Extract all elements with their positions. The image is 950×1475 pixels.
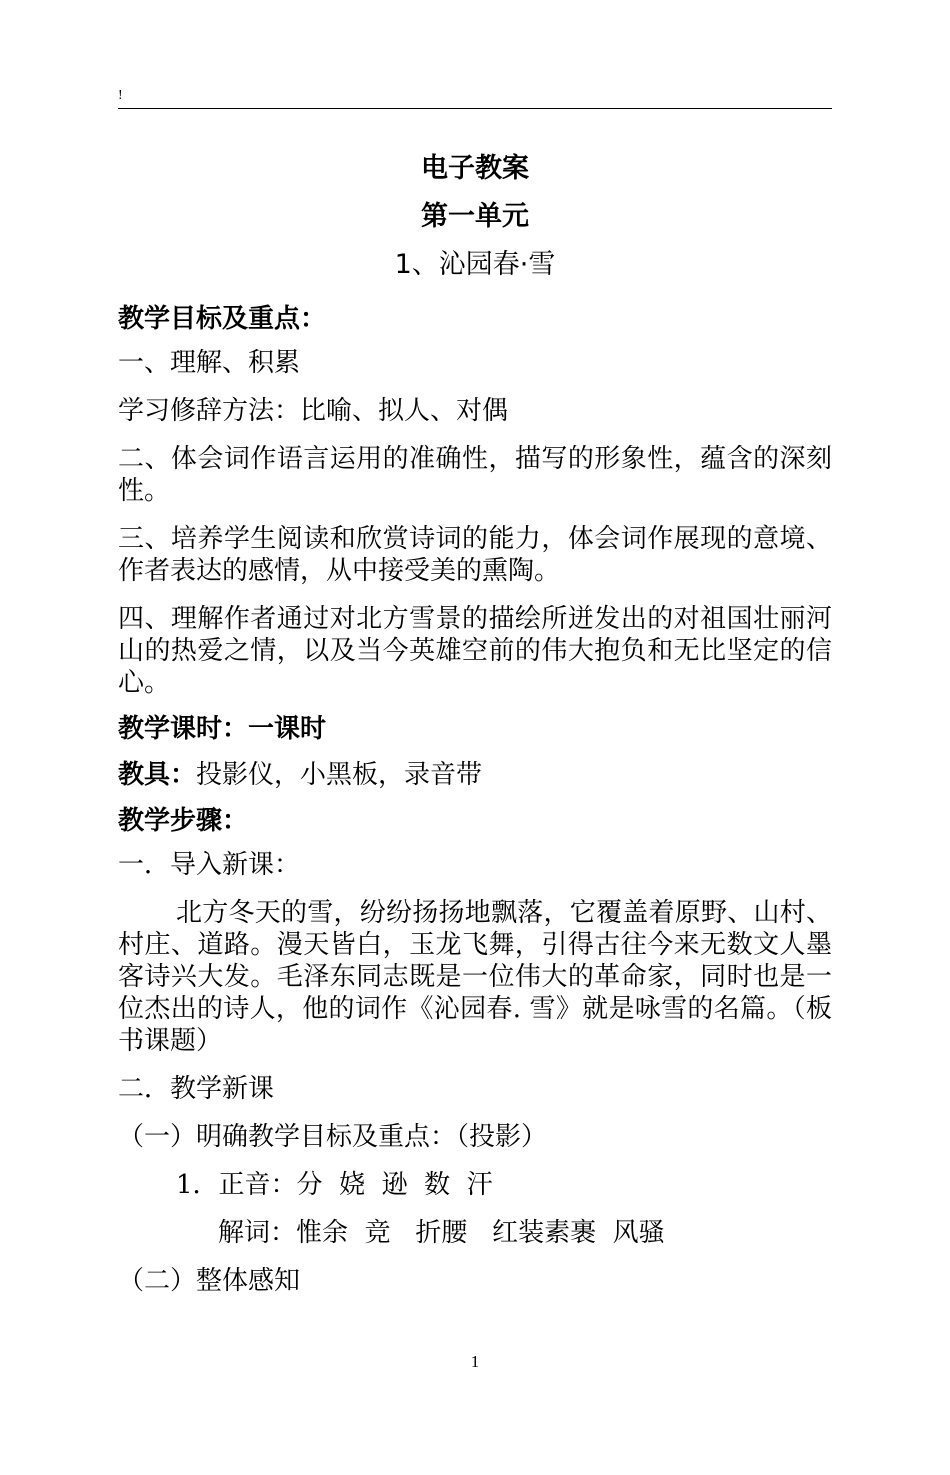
part-two-heading: （二）整体感知 — [118, 1266, 301, 1296]
objective-item: 四、理解作者通过对北方雪景的描绘所迸发出的对祖国壮丽河山的热爱之情，以及当今英雄空前的伟大抱负和无比坚定的信心。 — [118, 604, 832, 698]
doc-title: 电子教案 — [421, 153, 529, 184]
tools-line — [118, 759, 832, 791]
part-one-heading: （一）明确教学目标及重点：（投影） — [118, 1122, 548, 1152]
tools-value: 投影仪，小黑板，录音带 — [196, 760, 483, 790]
objective-item: 二、体会词作语言运用的准确性，描写的形象性，蕴含的深刻性。 — [118, 444, 832, 506]
objective-item: 一、理解、积累 — [118, 348, 301, 378]
objectives-heading: 教学目标及重点： — [118, 304, 327, 334]
class-time-label: 教学课时： — [118, 714, 249, 744]
unit-title: 第一单元 — [421, 201, 529, 232]
class-time-line — [118, 711, 832, 747]
objective-item: 学习修辞方法：比喻、拟人、对偶 — [118, 396, 509, 426]
objective-item: 三、培养学生阅读和欣赏诗词的能力，体会词作展现的意境、作者表达的感情，从中接受美的熏陶。 — [118, 524, 832, 586]
class-time-value: 一课时 — [248, 714, 327, 744]
new-lesson-heading: 二．教学新课 — [118, 1074, 275, 1104]
intro-heading: 一．导入新课： — [118, 850, 301, 880]
vocabulary-line: 解词：惟余 竞 折腰 红装素裹 风骚 — [218, 1218, 665, 1248]
document-body — [118, 145, 832, 1297]
header-rule — [118, 108, 832, 109]
page-number: 1 — [470, 1352, 480, 1371]
tools-label: 教具： — [118, 760, 197, 790]
pronunciation-line: 1．正音：分 娆 逊 数 汗 — [176, 1170, 493, 1200]
steps-heading: 教学步骤： — [118, 806, 249, 836]
lesson-title: 1、沁园春·雪 — [394, 249, 556, 280]
header-mark: ! — [118, 88, 123, 103]
intro-paragraph: 北方冬天的雪，纷纷扬扬地飘落，它覆盖着原野、山村、村庄、道路。漫天皆白，玉龙飞舞，引得古往今来无数文人墨客诗兴大发。毛泽东同志既是一位伟大的革命家，同时也是一位杰出的诗人，他的词作《沁园春. 雪》就是咏雪的名篇。（板书课题） — [118, 898, 832, 1056]
